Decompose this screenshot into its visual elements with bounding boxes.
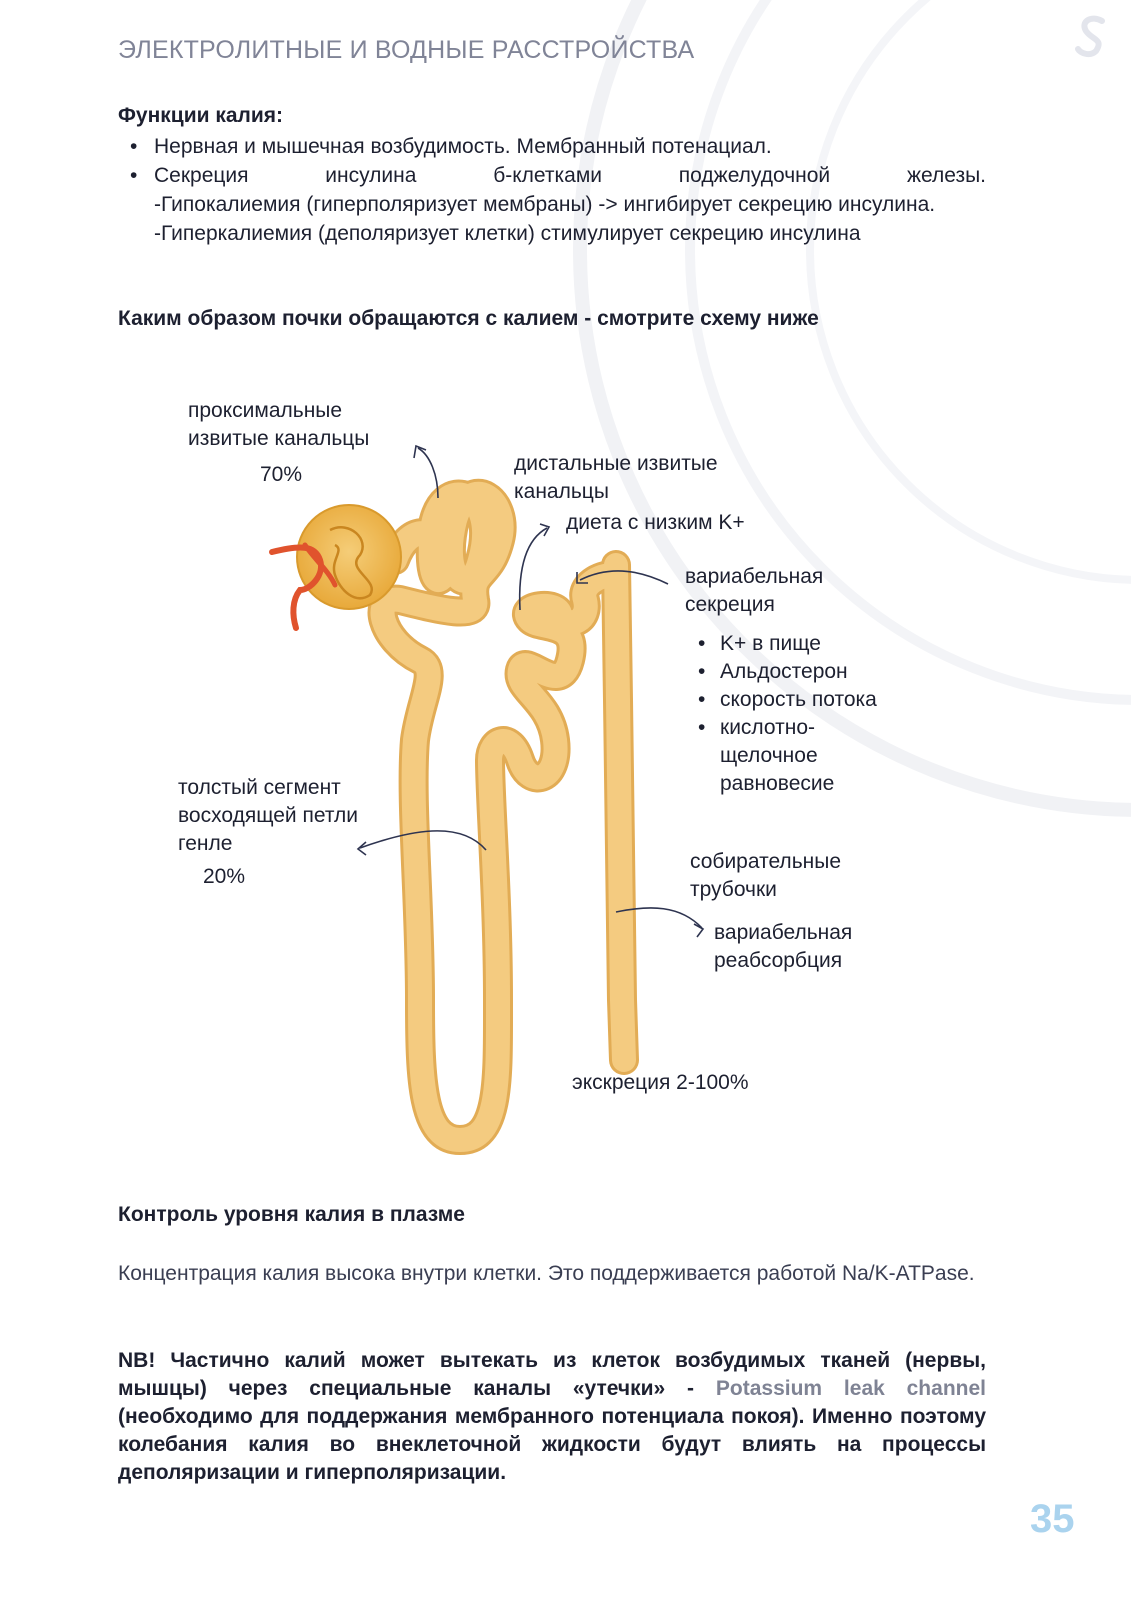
nb-paragraph <box>118 1347 986 1487</box>
label-excretion: экскреция 2-100% <box>572 1071 749 1094</box>
nb-text-part2: (необходимо для поддержания мембранного потенциала покоя). Именно поэтому колебания калия во внеклеточной жидкости будут влиять на процессы деполяризации и гиперполяризации. <box>118 1405 986 1484</box>
control-heading: Контроль уровня калия в плазме <box>118 1203 465 1226</box>
list-item: • Альдостерон <box>696 658 877 686</box>
functions-heading: Функции калия: <box>118 104 284 127</box>
label-variable-secretion: вариабельная секреция <box>685 565 824 616</box>
label-low-k-diet: диета с низким K+ <box>566 511 745 534</box>
list-item-subtext: -Гипокалиемия (гиперполяризует мембраны) -> ингибирует секрецию инсулина. <box>154 193 936 216</box>
label-distal: дистальные извитые канальцы <box>514 452 718 503</box>
label-proximal-pct: 70% <box>260 463 303 486</box>
nb-text-part1: NB! Частично калий может вытекать из клеток возбудимых тканей (нервы, мышцы) через специальные каналы «утечки» - <box>118 1349 986 1400</box>
list-item: • скорость потока <box>696 686 877 714</box>
page-number: 35 <box>1030 1497 1075 1541</box>
label-collecting: собирательные трубочки <box>690 850 841 901</box>
kidney-heading: Каким образом почки обращаются с калием - смотрите схему ниже <box>118 307 819 330</box>
label-thick-segment: толстый сегмент восходящей петли генле <box>178 776 358 855</box>
control-text: Концентрация калия высока внутри клетки. Это поддерживается работой Na/K-ATPase. <box>118 1262 975 1285</box>
list-item-subtext: -Гиперкалиемия (деполяризует клетки) стимулирует секрецию инсулина <box>154 222 861 245</box>
label-variable-reabsorption: вариабельная реабсорбция <box>714 921 853 972</box>
list-item-text: • Секреция инсулина б-клетками поджелудочной железы. <box>154 164 986 187</box>
page-header-title: ЭЛЕКТРОЛИТНЫЕ И ВОДНЫЕ РАССТРОЙСТВА <box>118 36 695 64</box>
nb-highlight-term: Potassium leak channel <box>715 1377 986 1400</box>
list-item-text: Нервная и мышечная возбудимость. Мембранный потенациал. <box>154 135 772 158</box>
nephron-tubule <box>383 494 624 1140</box>
secretion-factors-list <box>696 630 877 798</box>
label-proximal: проксимальные извитые канальцы <box>188 399 370 450</box>
collecting-duct-fill <box>616 565 624 1060</box>
list-item: • K+ в пище <box>696 630 877 658</box>
list-item: • кислотно-щелочное равновесие <box>696 714 840 798</box>
arrowhead-collecting <box>694 924 703 937</box>
label-thick-pct: 20% <box>203 865 246 888</box>
